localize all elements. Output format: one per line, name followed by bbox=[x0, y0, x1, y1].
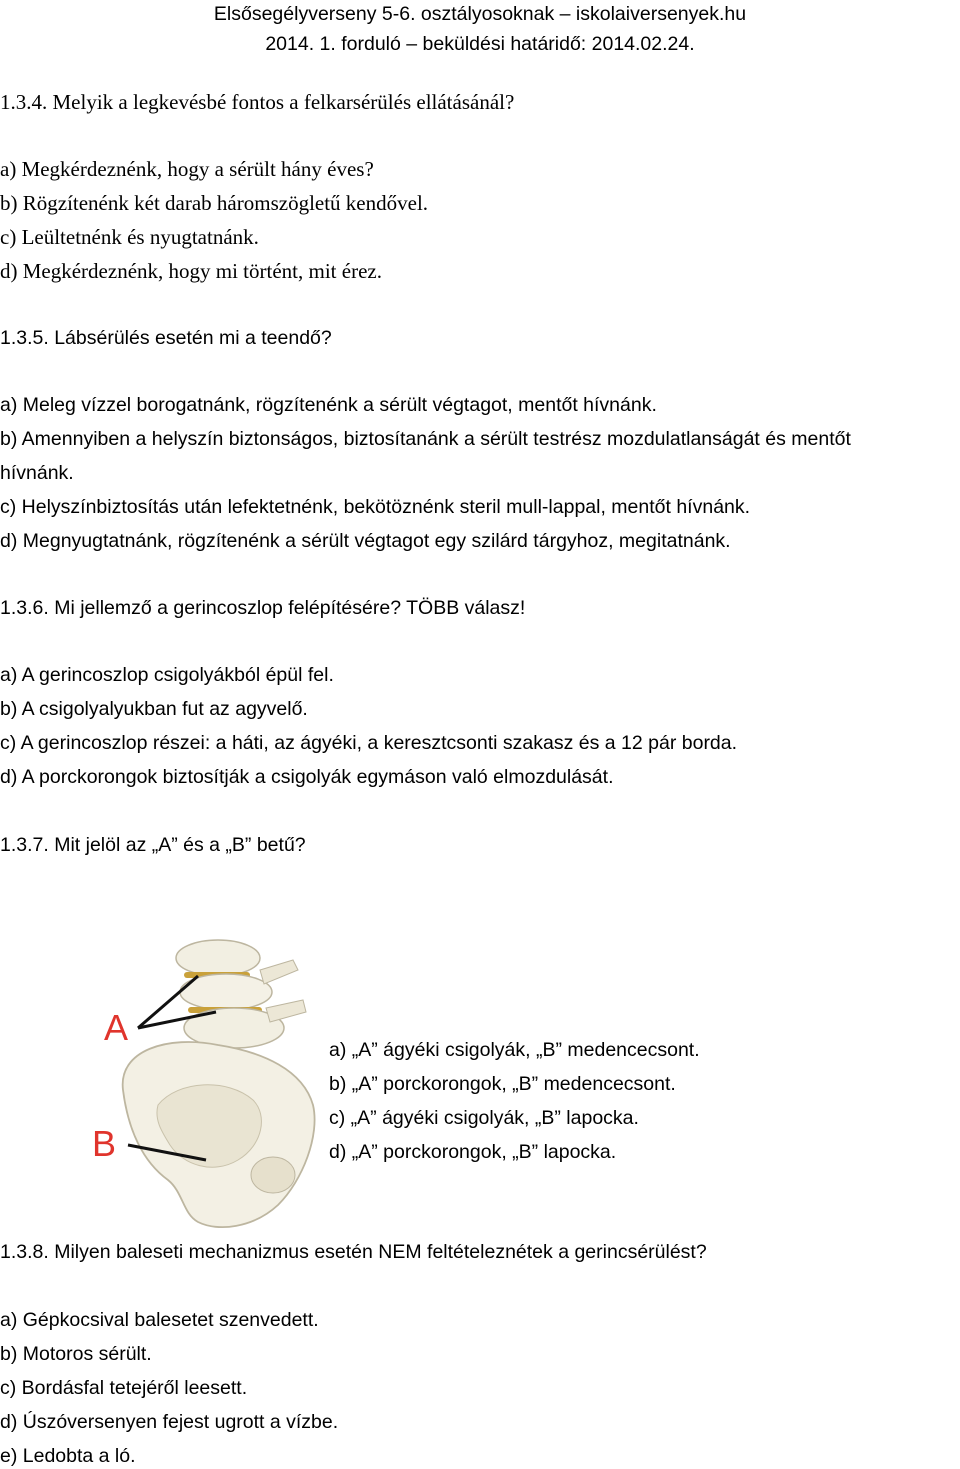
pelvis-spine-illustration bbox=[88, 930, 328, 1235]
answer-1-3-5-a: a) Meleg vízzel borogatnánk, rögzítenénk a sérült végtagot, mentőt hívnánk. bbox=[0, 394, 657, 416]
answer-1-3-4-a: a) Megkérdeznénk, hogy a sérült hány éves? bbox=[0, 157, 374, 181]
answer-1-3-5-c: c) Helyszínbiztosítás után lefektetnénk, bekötöznénk steril mull-lappal, mentőt hívnánk. bbox=[0, 496, 751, 518]
pelvis-spine-figure bbox=[88, 930, 328, 1235]
question-1-3-6: 1.3.6. Mi jellemző a gerincoszlop felépítésére? TÖBB válasz! bbox=[0, 597, 526, 619]
header-line-2: 2014. 1. forduló – beküldési határidő: 2014.02.24. bbox=[265, 33, 695, 55]
answer-1-3-7-c: c) „A” ágyéki csigolyák, „B” lapocka. bbox=[329, 1107, 639, 1129]
answer-1-3-6-b: b) A csigolyalyukban fut az agyvelő. bbox=[0, 698, 308, 720]
answer-1-3-4-c: c) Leültetnénk és nyugtatnánk. bbox=[0, 225, 259, 249]
header-line-1: Elsősegélyverseny 5-6. osztályosoknak – iskolaiversenyek.hu bbox=[213, 3, 747, 25]
answer-1-3-8-e: e) Ledobta a ló. bbox=[0, 1445, 136, 1467]
pelvis-bone bbox=[123, 1042, 315, 1227]
lumbar-vertebrae bbox=[176, 940, 306, 1048]
question-1-3-5: 1.3.5. Lábsérülés esetén mi a teendő? bbox=[0, 327, 332, 349]
answer-1-3-8-b: b) Motoros sérült. bbox=[0, 1343, 152, 1365]
label-b: B bbox=[92, 1123, 117, 1164]
question-1-3-8: 1.3.8. Milyen baleseti mechanizmus esetén NEM feltételeznétek a gerincsérülést? bbox=[0, 1241, 707, 1263]
answer-1-3-6-c: c) A gerincoszlop részei: a háti, az ágyéki, a keresztcsonti szakasz és a 12 pár borda. bbox=[0, 732, 738, 754]
label-a: A bbox=[104, 1007, 129, 1048]
answer-1-3-4-d: d) Megkérdeznénk, hogy mi történt, mit érez. bbox=[0, 259, 382, 283]
answer-1-3-5-d: d) Megnyugtatnánk, rögzítenénk a sérült végtagot egy szilárd tárgyhoz, megitatnánk. bbox=[0, 530, 731, 552]
answer-1-3-6-d: d) A porckorongok biztosítják a csigolyák egymáson való elmozdulását. bbox=[0, 766, 614, 788]
answer-1-3-7-b: b) „A” porckorongok, „B” medencecsont. bbox=[329, 1073, 676, 1095]
answer-1-3-5-b-cont: hívnánk. bbox=[0, 462, 74, 484]
answer-1-3-7-a: a) „A” ágyéki csigolyák, „B” medencecsont. bbox=[329, 1039, 700, 1061]
answer-1-3-8-a: a) Gépkocsival balesetet szenvedett. bbox=[0, 1309, 319, 1331]
answer-1-3-8-c: c) Bordásfal tetejéről leesett. bbox=[0, 1377, 248, 1399]
question-1-3-7: 1.3.7. Mit jelöl az „A” és a „B” betű? bbox=[0, 834, 306, 856]
answer-1-3-4-b: b) Rögzítenénk két darab háromszögletű kendővel. bbox=[0, 191, 429, 215]
answer-1-3-7-d: d) „A” porckorongok, „B” lapocka. bbox=[329, 1141, 617, 1163]
question-1-3-4: 1.3.4. Melyik a legkevésbé fontos a felkarsérülés ellátásánál? bbox=[0, 90, 515, 114]
answer-1-3-5-b: b) Amennyiben a helyszín biztonságos, biztosítanánk a sérült testrész mozdulatlanságát és mentőt bbox=[0, 428, 851, 450]
answer-1-3-8-d: d) Úszóversenyen fejest ugrott a vízbe. bbox=[0, 1411, 339, 1433]
answer-1-3-6-a: a) A gerincoszlop csigolyákból épül fel. bbox=[0, 664, 334, 686]
